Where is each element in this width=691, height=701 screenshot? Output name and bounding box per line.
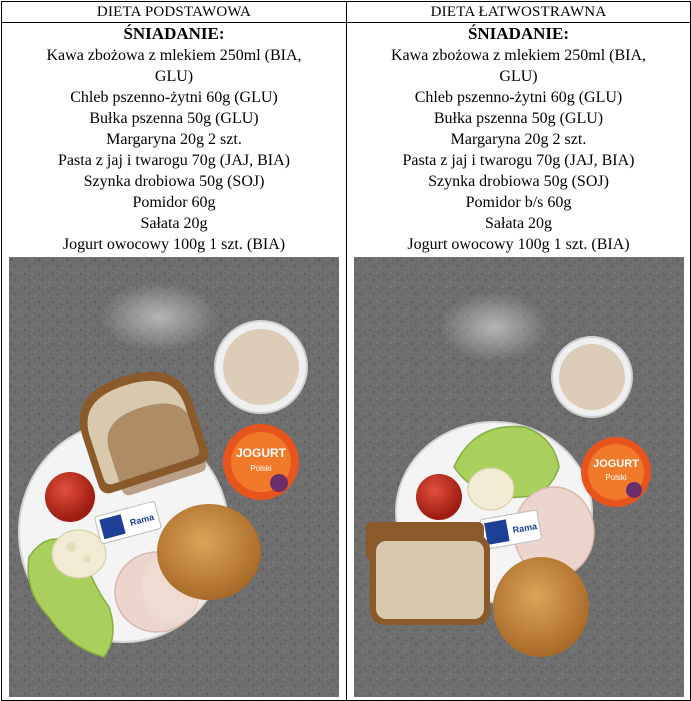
yogurt-label: JOGURT <box>235 446 287 460</box>
egg-cheese-paste <box>52 530 106 578</box>
coffee-cup <box>552 337 632 417</box>
menu-item: Pomidor 60g <box>132 194 216 211</box>
basic-diet-meal-photo <box>9 257 339 697</box>
header-basic-diet: DIETA PODSTAWOWA <box>2 2 347 23</box>
easy-digest-diet-cell <box>347 23 691 701</box>
basic-diet-menu <box>2 23 346 255</box>
menu-item: Jogurt owocowy 100g 1 szt. (BIA) <box>407 236 630 253</box>
menu-item: Pomidor b/s 60g <box>465 194 572 211</box>
egg-cheese-paste <box>468 468 514 510</box>
menu-item: GLU) <box>154 68 194 85</box>
menu-item: Kawa zbożowa z mlekiem 250ml (BIA, <box>46 47 302 64</box>
menu-item: Szynka drobiowa 50g (SOJ) <box>428 173 609 190</box>
meal-title: ŚNIADANIE: <box>467 24 570 43</box>
yogurt-cup <box>223 424 299 500</box>
menu-item: Jogurt owocowy 100g 1 szt. (BIA) <box>62 236 286 253</box>
menu-item: Margaryna 20g 2 szt. <box>106 131 242 148</box>
menu-item: Chleb pszenno-żytni 60g (GLU) <box>414 89 623 106</box>
menu-item: Szynka drobiowa 50g (SOJ) <box>83 173 265 190</box>
tomato <box>416 474 462 520</box>
easy-digest-diet-meal-photo <box>354 257 684 697</box>
wheat-roll <box>157 504 261 600</box>
bread-slices <box>366 522 490 625</box>
menu-item: Chleb pszenno-żytni 60g (GLU) <box>70 89 278 106</box>
menu-item: Bułka pszenna 50g (GLU) <box>433 110 604 127</box>
yogurt-sublabel: Polski <box>604 473 627 482</box>
basic-diet-cell <box>2 23 347 701</box>
menu-item: Kawa zbożowa z mlekiem 250ml (BIA, <box>390 47 647 64</box>
coffee-cup <box>215 321 307 413</box>
margarine-label: Rama <box>128 511 156 528</box>
yogurt-cup <box>581 437 651 507</box>
menu-item: Sałata 20g <box>484 215 553 232</box>
easy-digest-diet-menu <box>347 23 690 255</box>
menu-item: Margaryna 20g 2 szt. <box>450 131 587 148</box>
diet-menu-table <box>1 1 691 701</box>
yogurt-label: JOGURT <box>592 458 639 470</box>
margarine-label: Rama <box>511 521 538 536</box>
menu-item: Sałata 20g <box>140 215 208 232</box>
tomato <box>45 472 95 522</box>
menu-item: GLU) <box>499 68 538 85</box>
wheat-roll <box>493 557 589 657</box>
menu-item: Pasta z jaj i twarogu 70g (JAJ, BIA) <box>58 152 290 169</box>
meal-title: ŚNIADANIE: <box>123 24 225 43</box>
menu-item: Bułka pszenna 50g (GLU) <box>89 110 259 127</box>
header-easy-digest-diet: DIETA ŁATWOSTRAWNA <box>347 2 691 23</box>
yogurt-sublabel: Polski <box>250 464 272 473</box>
menu-item: Pasta z jaj i twarogu 70g (JAJ, BIA) <box>402 152 635 169</box>
